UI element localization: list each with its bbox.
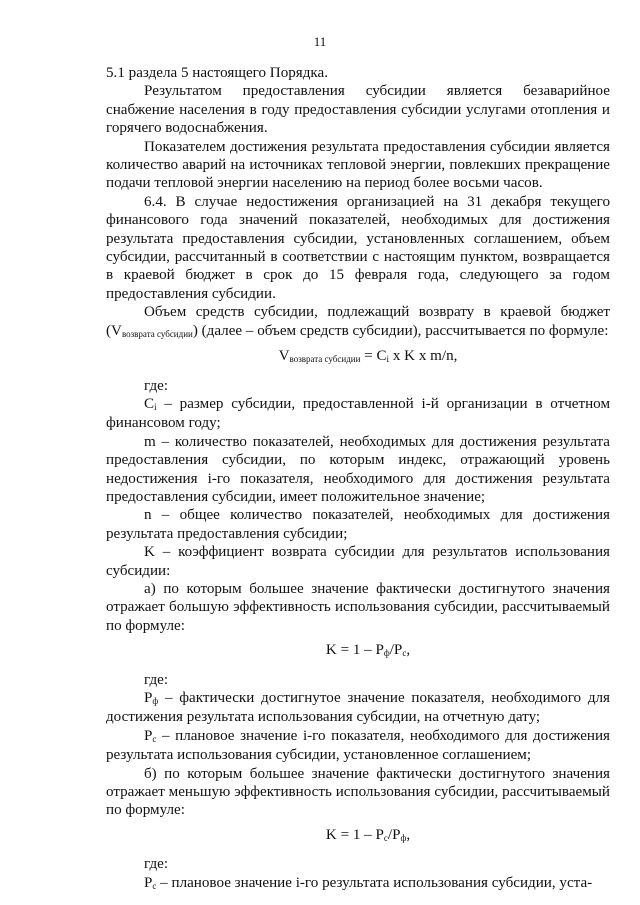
- definition-m: m – количество показателей, необходимых для достижения результата предоставления субсидии, по которым индекс, отражающий уровень недостижения i-го показателя, необходимого для достижения результата предоставления субсидии, имеет положительное значение;: [106, 433, 610, 505]
- text-run: – фактически достигнутое значение показателя, необходимого для достижения результата использования субсидии, на отчетную дату;: [106, 690, 610, 726]
- document-body: [106, 64, 610, 893]
- subscript: возврата субсидии: [289, 354, 361, 365]
- formula-text: /P: [389, 642, 403, 659]
- subscript: ф: [152, 696, 159, 706]
- formula-symbol: P: [144, 874, 153, 891]
- formula-text: ,: [406, 826, 411, 843]
- subscript: c: [402, 648, 407, 659]
- definition-ci: [106, 395, 610, 433]
- subscript: i: [386, 354, 390, 365]
- page-number: 11: [313, 34, 327, 49]
- formula-text: K = 1 – P: [325, 826, 384, 843]
- case-a: а) по которым большее значение фактически достигнутого значения отражает большую эффективность использования субсидии, рассчитываемый по формуле:: [106, 580, 610, 634]
- formula-volume: [106, 347, 610, 366]
- formula-symbol: P: [144, 690, 153, 706]
- formula-symbol: C: [144, 395, 155, 412]
- definition-k: K – коэффициент возврата субсидии для результатов использования субсидии:: [106, 544, 610, 579]
- where-label: где:: [144, 377, 169, 394]
- subscript: i: [154, 401, 157, 412]
- formula-text: x K x m/n,: [389, 348, 458, 365]
- paragraph: [106, 303, 610, 341]
- subscript: ф: [400, 832, 407, 843]
- where-label: где:: [144, 671, 169, 688]
- text-run: ) (далее – объем средств субсидии), рассчитывается по формуле:: [192, 322, 609, 339]
- formula-symbol: P: [144, 727, 153, 744]
- formula-text: = C: [360, 348, 387, 365]
- definition-pf: [106, 689, 610, 727]
- paragraph: Показателем достижения результата предоставления субсидии является количество аварий на источниках тепловой энергии, повлекших прекращение подачи тепловой энергии населению на период более восьми часов.: [106, 138, 610, 192]
- text-run: – размер субсидии, предоставленной i-й организации в отчетном финансовом году;: [106, 395, 610, 432]
- text-run: (V: [106, 322, 122, 339]
- case-b: б) по которым большее значение фактически достигнутого значения отражает меньшую эффективность использования субсидии, рассчитываемый по формуле:: [106, 765, 610, 819]
- formula-text: ,: [406, 642, 411, 659]
- formula-k-b: [106, 826, 610, 845]
- text-run: – плановое значение i-го результата использования субсидии, уста-: [156, 874, 593, 891]
- text-run: – плановое значение i-го показателя, необходимого для достижения результата использования субсидии, установленное соглашением;: [106, 727, 610, 764]
- definition-pc: [106, 727, 610, 765]
- definition-pc2: [106, 874, 610, 893]
- text-run: Объем средств субсидии, подлежащий возврату в краевой бюджет: [144, 304, 610, 321]
- where-label: где:: [144, 856, 169, 873]
- definition-n: n – общее количество показателей, необходимых для достижения результата предоставления субсидии;: [106, 507, 610, 542]
- formula-text: /P: [387, 826, 401, 843]
- formula-k-a: [106, 641, 610, 660]
- subscript: возврата субсидии: [121, 328, 193, 339]
- subscript: ф: [383, 648, 390, 659]
- subscript: c: [152, 733, 157, 744]
- formula-text: K = 1 – P: [325, 642, 384, 659]
- paragraph: 6.4. В случае недостижения организацией на 31 декабря текущего финансового года значений показателей, необходимых для достижения результата предоставления субсидии, установленных соглашением, объем субсидии, рассчитанный в соответствии с настоящим пунктом, возвращается в краевой бюджет в срок до 15 февраля года, следующего за годом предоставления субсидии.: [106, 193, 610, 302]
- paragraph: 5.1 раздела 5 настоящего Порядка.: [106, 65, 329, 81]
- subscript: c: [152, 880, 157, 891]
- subscript: c: [383, 832, 388, 843]
- paragraph: Результатом предоставления субсидии является безаварийное снабжение населения в году предоставления субсидии услугами отопления и горячего водоснабжения.: [106, 83, 610, 137]
- formula-symbol: V: [278, 348, 290, 365]
